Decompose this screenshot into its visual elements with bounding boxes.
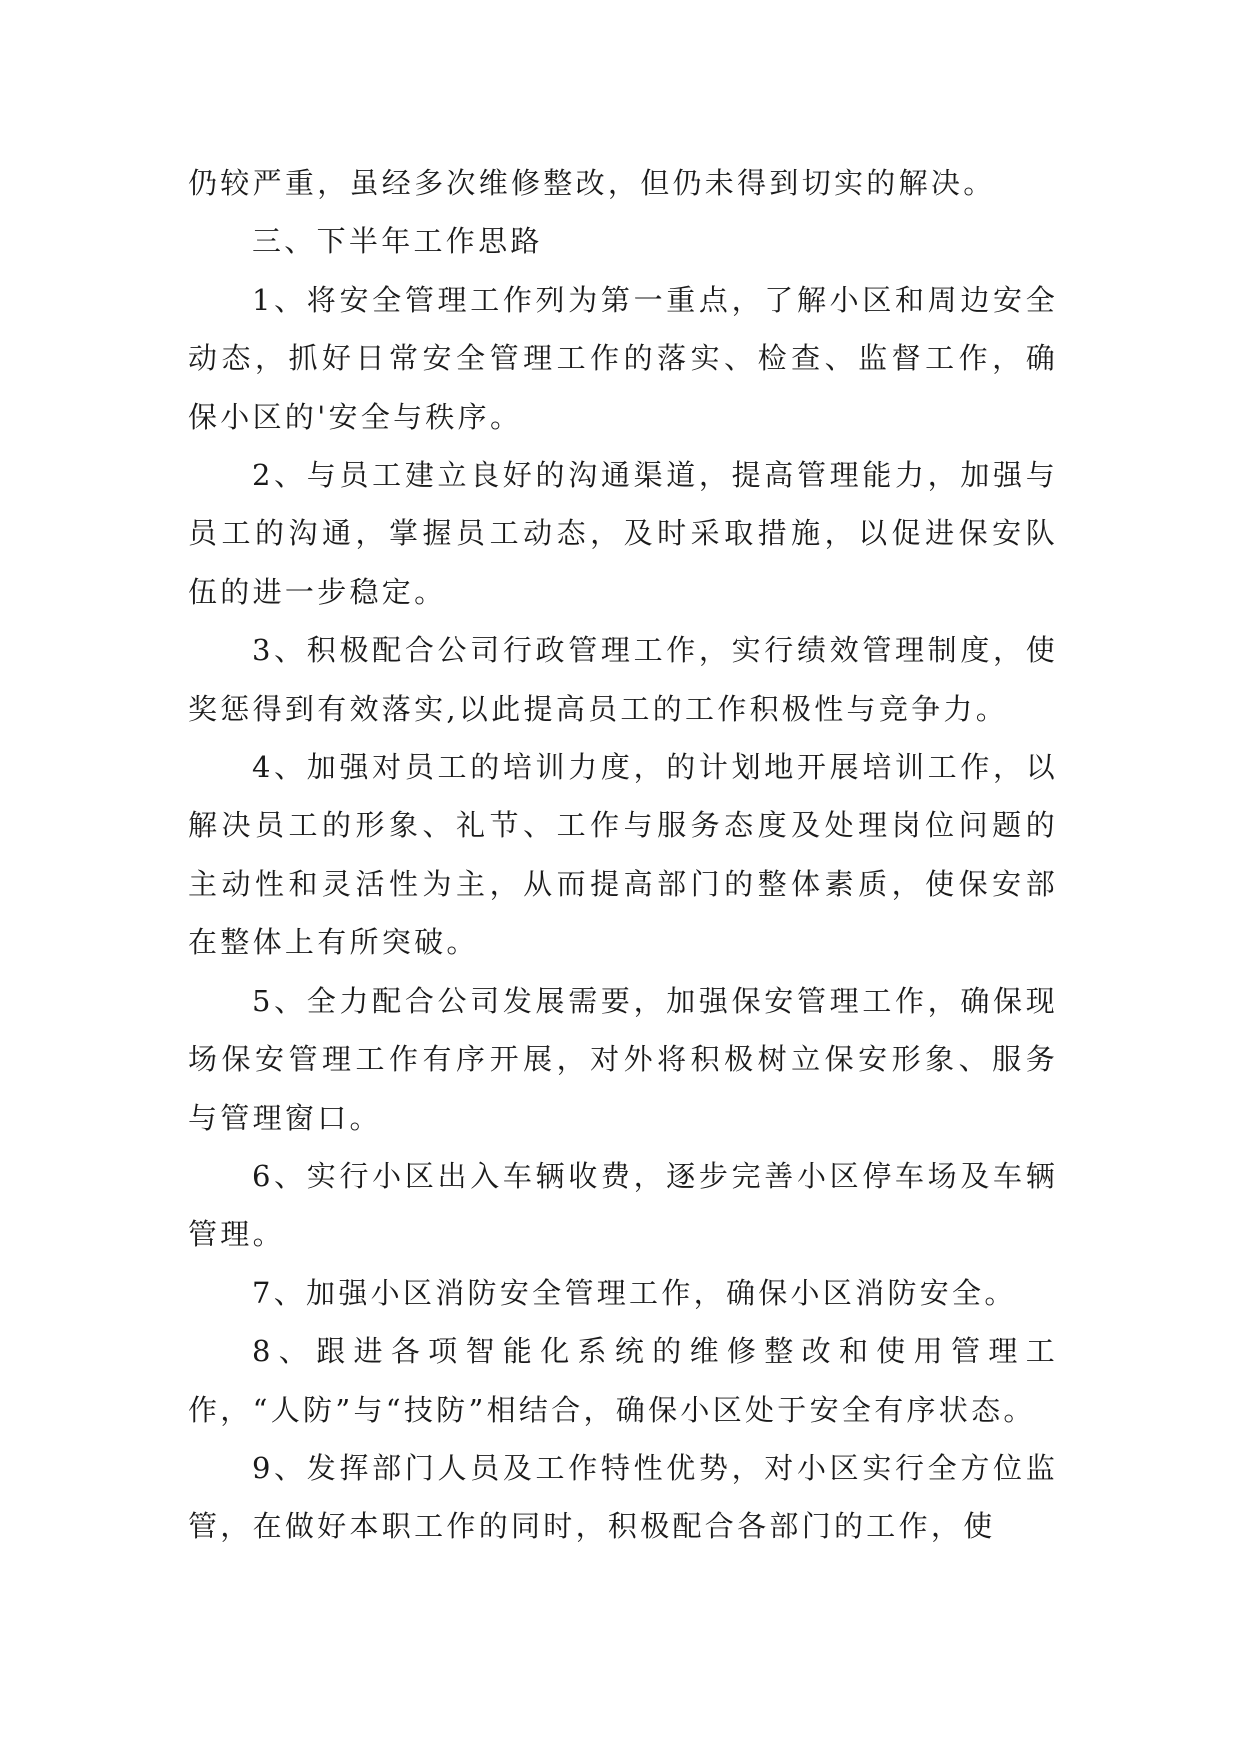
paragraph-continuation: 仍较严重，虽经多次维修整改，但仍未得到切实的解决。 <box>188 166 996 200</box>
paragraph-item-5: 5、全力配合公司发展需要，加强保安管理工作，确保现场保安管理工作有序开展，对外将积极树立保安形象、服务与管理窗口。 <box>188 983 1058 1135</box>
section-heading: 三、下半年工作思路 <box>252 224 543 259</box>
paragraph-item-9: 9、发挥部门人员及工作特性优势，对小区实行全方位监管，在做好本职工作的同时，积极配合各部门的工作，使 <box>188 1450 1058 1544</box>
paragraph-item-3: 3、积极配合公司行政管理工作，实行绩效管理制度，使奖惩得到有效落实,以此提高员工的工作积极性与竞争力。 <box>188 633 1058 726</box>
paragraph-item-6: 6、实行小区出入车辆收费，逐步完善小区停车场及车辆管理。 <box>188 1158 1058 1252</box>
paragraph-item-7: 7、加强小区消防安全管理工作，确保小区消防安全。 <box>252 1275 1017 1310</box>
document-body <box>188 154 1058 1556</box>
paragraph-item-1: 1、将安全管理工作列为第一重点，了解小区和周边安全动态，抓好日常安全管理工作的落实、检查、监督工作，确保小区的'安全与秩序。 <box>188 282 1058 434</box>
paragraph-item-2: 2、与员工建立良好的沟通渠道，提高管理能力，加强与员工的沟通，掌握员工动态，及时采取措施，以促进保安队伍的进一步稳定。 <box>188 458 1058 609</box>
paragraph-item-8: 8、跟进各项智能化系统的维修整改和使用管理工作，“人防”与“技防”相结合，确保小区处于安全有序状态。 <box>188 1334 1058 1427</box>
paragraph-item-4: 4、加强对员工的培训力度，的计划地开展培训工作，以解决员工的形象、礼节、工作与服务态度及处理岗位问题的主动性和灵活性为主，从而提高部门的整体素质，使保安部在整体上有所突破。 <box>188 750 1058 960</box>
